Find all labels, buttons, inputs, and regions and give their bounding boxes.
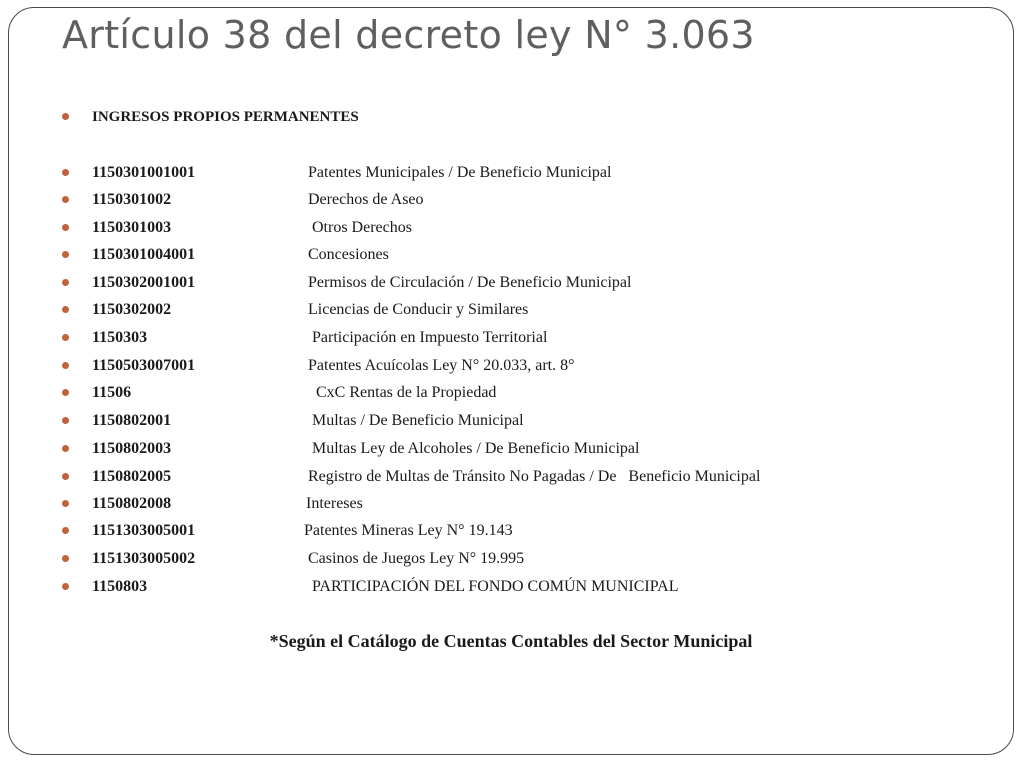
account-description: Participación en Impuesto Territorial [312, 329, 548, 346]
account-description: PARTICIPACIÓN DEL FONDO COMÚN MUNICIPAL [312, 578, 679, 595]
account-description: Patentes Municipales / De Beneficio Municipal [308, 164, 612, 181]
account-description: CxC Rentas de la Propiedad [316, 384, 497, 401]
account-description: Multas Ley de Alcoholes / De Beneficio Municipal [312, 440, 640, 457]
bullet-icon [62, 169, 69, 176]
bullet-icon [62, 334, 69, 341]
account-code: 1150301003 [92, 219, 172, 236]
list-item [62, 548, 962, 570]
bullet-icon [62, 555, 69, 562]
account-code: 1150301004001 [92, 246, 196, 263]
list-item [62, 244, 962, 266]
account-code: 1150803 [92, 578, 148, 595]
slide-title: Artículo 38 del decreto ley N° 3.063 [62, 13, 755, 57]
account-description: Casinos de Juegos Ley N° 19.995 [308, 550, 525, 567]
account-description: Permisos de Circulación / De Beneficio Municipal [308, 274, 632, 291]
bullet-icon [62, 113, 69, 120]
list-item [62, 162, 962, 184]
list-item [62, 576, 962, 598]
account-code: 1150302002 [92, 301, 172, 318]
list-item [62, 189, 962, 211]
account-description: Multas / De Beneficio Municipal [312, 412, 524, 429]
account-code: 1150802003 [92, 440, 172, 457]
bullet-icon [62, 500, 69, 507]
bullet-icon [62, 306, 69, 313]
list-item [62, 493, 962, 515]
list-item [62, 382, 962, 404]
bullet-icon [62, 527, 69, 534]
list-item [62, 327, 962, 349]
account-description: Patentes Mineras Ley N° 19.143 [304, 522, 513, 539]
list-item [62, 272, 962, 294]
list-item [62, 438, 962, 460]
account-description: Patentes Acuícolas Ley N° 20.033, art. 8° [308, 357, 575, 374]
account-description: Otros Derechos [312, 219, 412, 236]
footnote: *Según el Catálogo de Cuentas Contables del Sector Municipal [269, 631, 753, 651]
account-code: 1150302001001 [92, 274, 196, 291]
account-code: 1150503007001 [92, 357, 196, 374]
account-code: 1150303 [92, 329, 148, 346]
account-description: Licencias de Conducir y Similares [308, 301, 529, 318]
account-code: 1150301002 [92, 191, 172, 208]
bullet-icon [62, 473, 69, 480]
list-item [62, 355, 962, 377]
bullet-icon [62, 362, 69, 369]
bullet-icon [62, 445, 69, 452]
account-code: 1150301001001 [92, 164, 196, 181]
list-item [62, 410, 962, 432]
account-description: Intereses [306, 495, 363, 512]
account-code: 1150802001 [92, 412, 172, 429]
bullet-icon [62, 389, 69, 396]
account-description: Registro de Multas de Tránsito No Pagadas / De Beneficio Municipal [308, 468, 761, 485]
account-code: 1150802005 [92, 468, 172, 485]
bullet-icon [62, 224, 69, 231]
account-description: Derechos de Aseo [308, 191, 424, 208]
account-code: 1151303005002 [92, 550, 196, 567]
bullet-icon [62, 196, 69, 203]
account-code: 11506 [92, 384, 132, 401]
list-item [62, 466, 962, 488]
bullet-icon [62, 279, 69, 286]
list-item [62, 217, 962, 239]
account-description: Concesiones [308, 246, 389, 263]
account-code: 1150802008 [92, 495, 172, 512]
list-heading-item [62, 106, 962, 128]
section-heading: INGRESOS PROPIOS PERMANENTES [92, 109, 359, 125]
list-item [62, 299, 962, 321]
account-code: 1151303005001 [92, 522, 196, 539]
list-item [62, 520, 962, 542]
bullet-icon [62, 583, 69, 590]
bullet-icon [62, 417, 69, 424]
bullet-icon [62, 251, 69, 258]
